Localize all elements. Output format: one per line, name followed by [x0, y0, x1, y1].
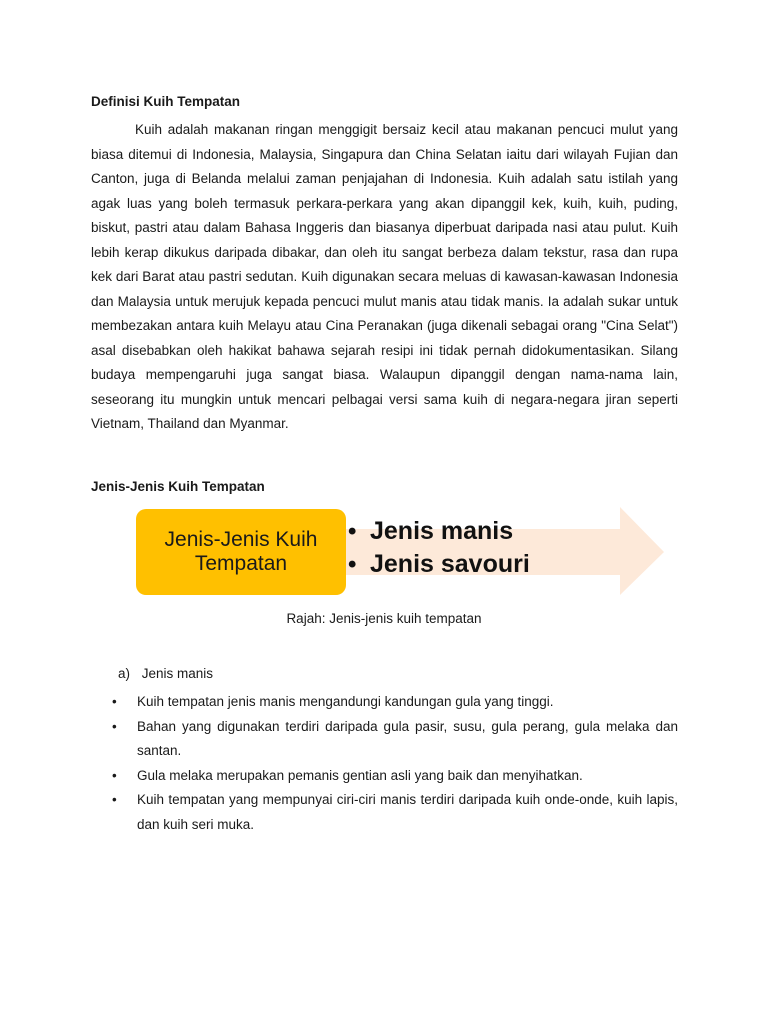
section-heading-definisi: Definisi Kuih Tempatan — [91, 94, 241, 109]
bullet-icon: • — [348, 551, 357, 578]
bullet-list — [112, 690, 678, 837]
list-item-text: Kuih tempatan jenis manis mengandungi kandungan gula yang tinggi. — [137, 694, 554, 709]
list-item — [112, 764, 678, 789]
diagram-title-line2: Tempatan — [194, 552, 288, 575]
sub-heading — [118, 666, 213, 681]
diagram-type-list — [348, 515, 530, 581]
definition-text: Kuih adalah makanan ringan menggigit bersaiz kecil atau makanan pencuci mulut yang biasa ditemui di Indonesia, Malaysia, Singapura dan China Selatan iaitu dari wilayah Fujian dan Canton, juga di Belanda melalui zaman penjajahan di Indonesia. Kuih adalah satu istilah yang agak luas yang boleh termasuk perkara-perkara yang akan dipanggil kek, kuih, kuih, puding, biskut, pastri atau dalam Bahasa Inggeris dan biasanya diperbuat daripada nasi atau pulut. Kuih lebih kerap dikukus daripada dibakar, dan oleh itu sangat berbeza dalam tekstur, rasa dan rupa kek dari Barat atau pastri sedutan. Kuih digunakan secara meluas di kawasan-kawasan Indonesia dan Malaysia untuk merujuk kepada pencuci mulut manis atau tidak manis. Ia adalah sukar untuk membezakan antara kuih Melayu atau Cina Peranakan (juga dikenali sebagai orang "Cina Selat") asal disebabkan oleh hakikat bahawa sejarah resipi ini tidak pernah didokumentasikan. Silang budaya mempengaruhi juga sangat biasa. Walaupun dipanggil dengan nama-nama lain, seseorang itu mungkin untuk mencari pelbagai versi sama kuih di negara-negara jiran seperti Vietnam, Thailand dan Myanmar. — [91, 122, 678, 431]
bullet-icon: • — [112, 767, 117, 783]
list-item-text: Kuih tempatan yang mempunyai ciri-ciri manis terdiri daripada kuih onde-onde, kuih lapis, dan kuih seri muka. — [137, 792, 678, 832]
bullet-icon: • — [348, 518, 357, 545]
section-heading-jenis: Jenis-Jenis Kuih Tempatan — [91, 479, 265, 494]
sub-heading-text: Jenis manis — [141, 666, 214, 681]
diagram-item-label: Jenis manis — [370, 517, 514, 545]
list-item — [112, 690, 678, 715]
list-item — [112, 715, 678, 764]
sub-heading-marker: a) — [118, 666, 131, 681]
diagram-item — [348, 515, 530, 548]
diagram-item-label: Jenis savouri — [370, 550, 530, 578]
definition-paragraph — [91, 118, 678, 437]
diagram-item — [348, 548, 530, 581]
bullet-icon: • — [112, 792, 117, 807]
bullet-icon: • — [112, 694, 117, 709]
types-diagram — [136, 507, 666, 597]
list-item-text: Bahan yang digunakan terdiri daripada gula pasir, susu, gula perang, gula melaka dan santan. — [137, 718, 678, 758]
diagram-caption: Rajah: Jenis-jenis kuih tempatan — [286, 611, 482, 626]
diagram-title-box — [136, 509, 346, 595]
diagram-title-line1: Jenis-Jenis Kuih — [164, 528, 318, 551]
bullet-icon: • — [112, 718, 117, 734]
list-item — [112, 788, 678, 837]
list-item-text: Gula melaka merupakan pemanis gentian asli yang baik dan menyihatkan. — [137, 767, 583, 783]
